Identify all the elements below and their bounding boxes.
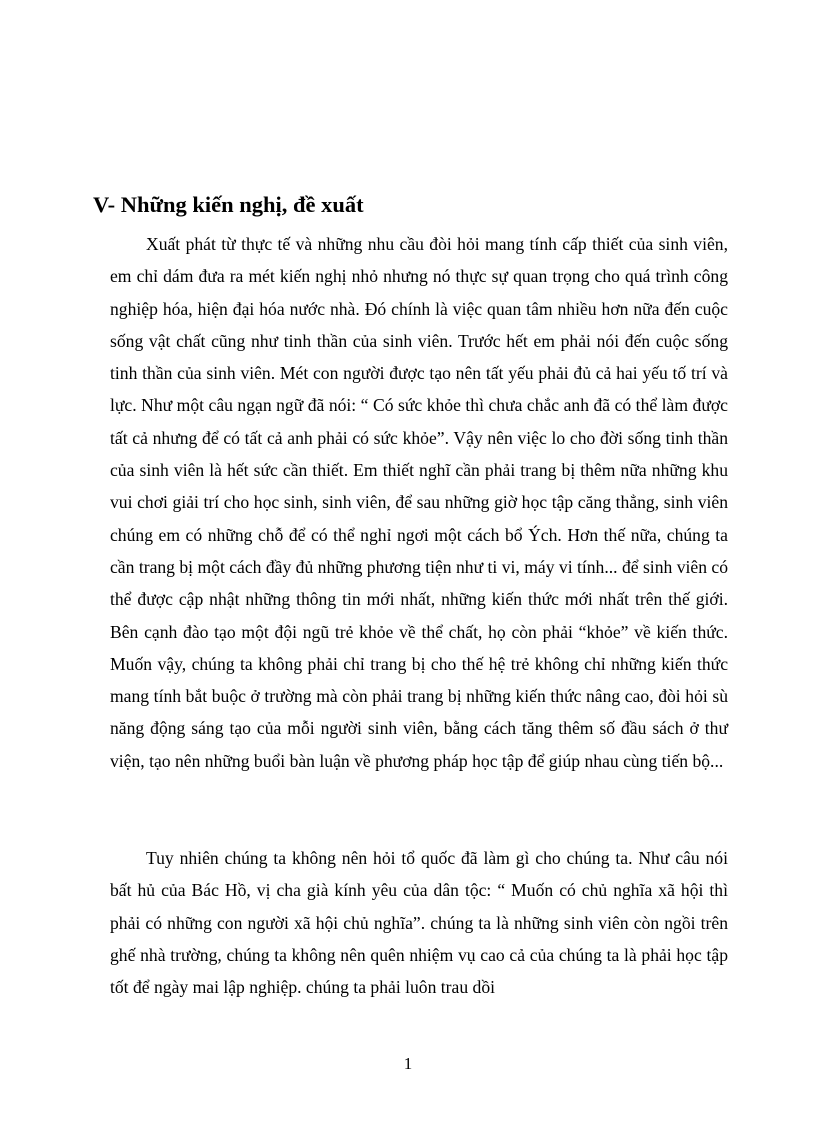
paragraph-2: Tuy nhiên chúng ta không nên hỏi tổ quốc đã làm gì cho chúng ta. Như câu nói bất hủ của Bác Hồ, vị cha già kính yêu của dân tộc: “ Muốn có chủ nghĩa xã hội thì phải có những con người xã hội chủ nghĩa”. chúng ta là những sinh viên còn ngồi trên ghế nhà trường, chúng ta không nên quên nhiệm vụ cao cả của chúng ta là phải học tập tốt để ngày mai lập nghiệp. chúng ta phải luôn trau dồi: [110, 848, 728, 998]
page-number: 1: [403, 1054, 413, 1073]
paragraph-1: Xuất phát từ thực tế và những nhu cầu đòi hỏi mang tính cấp thiết của sinh viên, em chỉ dám đưa ra mét kiến nghị nhỏ nhưng nó thực sự quan trọng cho quá trình công nghiệp hóa, hiện đại hóa nước nhà. Đó chính là việc quan tâm nhiều hơn nữa đến cuộc sống vật chất cũng như tinh thần của sinh viên. Trước hết em phải nói đến cuộc sống tinh thần của sinh viên. Mét con người được tạo nên tất yếu phải đủ cả hai yếu tố trí và lực. Như một câu ngạn ngữ đã nói: “ Có sức khỏe thì chưa chắc anh đã có thể làm được tất cả nhưng để có tất cả anh phải có sức khỏe”. Vậy nên việc lo cho đời sống tinh thần của sinh viên là hết sức cần thiết. Em thiết nghĩ cần phải trang bị thêm nữa những khu vui chơi giải trí cho học sinh, sinh viên, để sau những giờ học tập căng thẳng, sinh viên chúng em có những chỗ để có thể nghỉ ngơi một cách bổ Ých. Hơn thế nữa, chúng ta cần trang bị một cách đầy đủ những phương tiện như ti vi, máy vi tính... để sinh viên có thể được cập nhật những thông tin mới nhất, những kiến thức mới nhất trên thế giới. Bên cạnh đào tạo một đội ngũ trẻ khỏe về thể chất, họ còn phải “khỏe” về kiến thức. Muốn vậy, chúng ta không phải chỉ trang bị cho thế hệ trẻ không chỉ những kiến thức mang tính bắt buộc ở trường mà còn phải trang bị những kiến thức nâng cao, đòi hỏi sù năng động sáng tạo của mỗi người sinh viên, bằng cách tăng thêm số đầu sách ở thư viện, tạo nên những buổi bàn luận về phương pháp học tập để giúp nhau cùng tiến bộ...: [110, 234, 728, 771]
section-heading: V- Những kiến nghị, đề xuất: [93, 192, 364, 217]
